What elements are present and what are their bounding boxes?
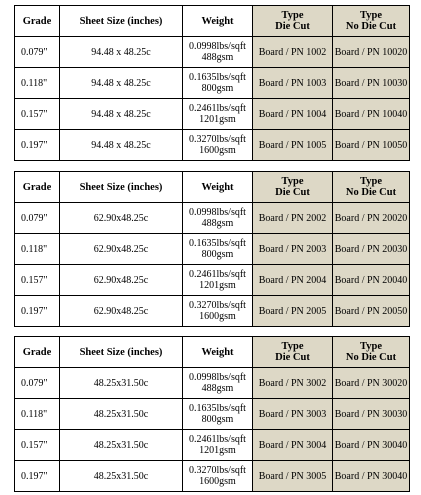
size-cell: 94.48 x 48.25c — [60, 37, 183, 68]
weight-cell: 0.0998lbs/sqft 488gsm — [183, 368, 253, 399]
sheet-size-header: Sheet Size (inches) — [60, 337, 183, 368]
header-row — [15, 172, 410, 203]
grade-cell: 0.197" — [15, 130, 60, 161]
size-cell: 48.25x31.50c — [60, 430, 183, 461]
weight-cell: 0.3270lbs/sqft 1600gsm — [183, 296, 253, 327]
die-cut-cell: Board / PN 2003 — [253, 234, 333, 265]
no-die-cut-cell: Board / PN 20030 — [333, 234, 410, 265]
size-cell: 62.90x48.25c — [60, 296, 183, 327]
product-table-3 — [14, 336, 410, 492]
die-cut-header: Type Die Cut — [253, 6, 333, 37]
no-die-cut-cell: Board / PN 30040 — [333, 461, 410, 492]
size-cell: 62.90x48.25c — [60, 234, 183, 265]
header-row — [15, 337, 410, 368]
no-die-cut-cell: Board / PN 20020 — [333, 203, 410, 234]
header-row — [15, 6, 410, 37]
die-cut-cell: Board / PN 2005 — [253, 296, 333, 327]
no-die-cut-header: Type No Die Cut — [333, 172, 410, 203]
table-row — [15, 203, 410, 234]
die-cut-cell: Board / PN 2002 — [253, 203, 333, 234]
size-cell: 48.25x31.50c — [60, 399, 183, 430]
no-die-cut-header: Type No Die Cut — [333, 337, 410, 368]
no-die-cut-cell: Board / PN 30020 — [333, 368, 410, 399]
no-die-cut-cell: Board / PN 10020 — [333, 37, 410, 68]
die-cut-cell: Board / PN 1003 — [253, 68, 333, 99]
no-die-cut-cell: Board / PN 20050 — [333, 296, 410, 327]
grade-header: Grade — [15, 172, 60, 203]
die-cut-cell: Board / PN 1005 — [253, 130, 333, 161]
table-row — [15, 130, 410, 161]
product-table-1 — [14, 5, 410, 161]
table-row — [15, 296, 410, 327]
table-row — [15, 68, 410, 99]
grade-cell: 0.079" — [15, 203, 60, 234]
table-row — [15, 99, 410, 130]
die-cut-cell: Board / PN 2004 — [253, 265, 333, 296]
grade-cell: 0.118" — [15, 399, 60, 430]
table-row — [15, 37, 410, 68]
table-row — [15, 368, 410, 399]
product-table-2 — [14, 171, 410, 327]
weight-cell: 0.3270lbs/sqft 1600gsm — [183, 130, 253, 161]
weight-cell: 0.1635lbs/sqft 800gsm — [183, 399, 253, 430]
weight-cell: 0.0998lbs/sqft 488gsm — [183, 203, 253, 234]
grade-cell: 0.157" — [15, 430, 60, 461]
die-cut-header: Type Die Cut — [253, 172, 333, 203]
weight-cell: 0.1635lbs/sqft 800gsm — [183, 68, 253, 99]
table-row — [15, 461, 410, 492]
table-row — [15, 265, 410, 296]
die-cut-cell: Board / PN 3003 — [253, 399, 333, 430]
grade-cell: 0.118" — [15, 68, 60, 99]
weight-header: Weight — [183, 172, 253, 203]
grade-cell: 0.197" — [15, 296, 60, 327]
no-die-cut-cell: Board / PN 10030 — [333, 68, 410, 99]
grade-cell: 0.118" — [15, 234, 60, 265]
no-die-cut-header: Type No Die Cut — [333, 6, 410, 37]
no-die-cut-cell: Board / PN 10050 — [333, 130, 410, 161]
weight-header: Weight — [183, 337, 253, 368]
sheet-size-header: Sheet Size (inches) — [60, 172, 183, 203]
weight-header: Weight — [183, 6, 253, 37]
no-die-cut-cell: Board / PN 30040 — [333, 430, 410, 461]
size-cell: 94.48 x 48.25c — [60, 130, 183, 161]
weight-cell: 0.2461lbs/sqft 1201gsm — [183, 430, 253, 461]
grade-header: Grade — [15, 337, 60, 368]
no-die-cut-cell: Board / PN 10040 — [333, 99, 410, 130]
grade-cell: 0.157" — [15, 99, 60, 130]
weight-cell: 0.0998lbs/sqft 488gsm — [183, 37, 253, 68]
table-row — [15, 234, 410, 265]
die-cut-cell: Board / PN 1004 — [253, 99, 333, 130]
die-cut-header: Type Die Cut — [253, 337, 333, 368]
grade-header: Grade — [15, 6, 60, 37]
size-cell: 62.90x48.25c — [60, 265, 183, 296]
no-die-cut-cell: Board / PN 20040 — [333, 265, 410, 296]
size-cell: 94.48 x 48.25c — [60, 68, 183, 99]
weight-cell: 0.1635lbs/sqft 800gsm — [183, 234, 253, 265]
die-cut-cell: Board / PN 1002 — [253, 37, 333, 68]
size-cell: 48.25x31.50c — [60, 368, 183, 399]
table-row — [15, 399, 410, 430]
weight-cell: 0.2461lbs/sqft 1201gsm — [183, 99, 253, 130]
size-cell: 48.25x31.50c — [60, 461, 183, 492]
die-cut-cell: Board / PN 3004 — [253, 430, 333, 461]
grade-cell: 0.079" — [15, 368, 60, 399]
sheet-size-header: Sheet Size (inches) — [60, 6, 183, 37]
size-cell: 62.90x48.25c — [60, 203, 183, 234]
no-die-cut-cell: Board / PN 30030 — [333, 399, 410, 430]
die-cut-cell: Board / PN 3002 — [253, 368, 333, 399]
size-cell: 94.48 x 48.25c — [60, 99, 183, 130]
grade-cell: 0.197" — [15, 461, 60, 492]
grade-cell: 0.157" — [15, 265, 60, 296]
weight-cell: 0.2461lbs/sqft 1201gsm — [183, 265, 253, 296]
table-row — [15, 430, 410, 461]
weight-cell: 0.3270lbs/sqft 1600gsm — [183, 461, 253, 492]
grade-cell: 0.079" — [15, 37, 60, 68]
die-cut-cell: Board / PN 3005 — [253, 461, 333, 492]
